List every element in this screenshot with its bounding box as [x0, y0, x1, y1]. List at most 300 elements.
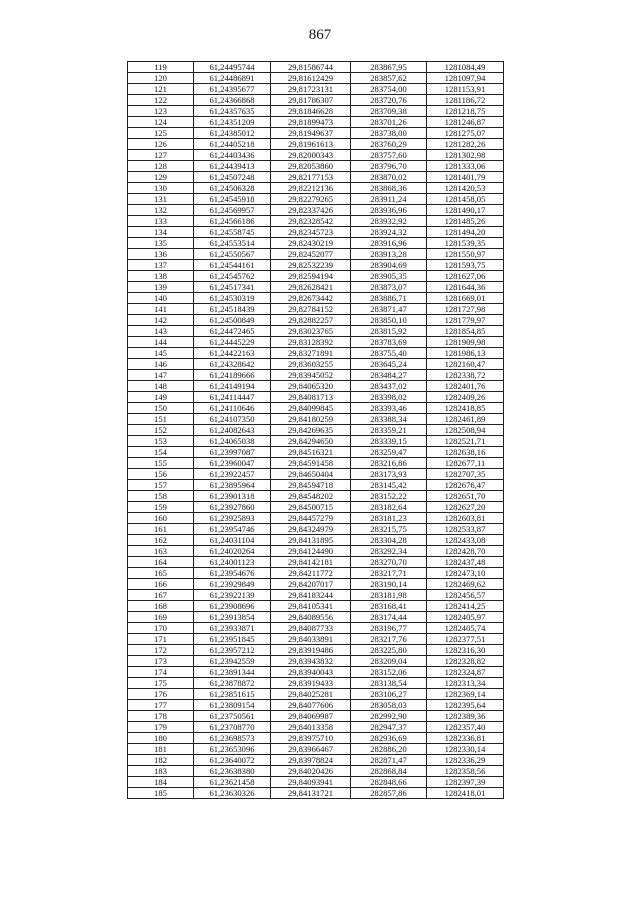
point-number-cell: 150	[128, 403, 194, 414]
y-coordinate-cell: 1281485,26	[427, 216, 504, 227]
y-coordinate-cell: 1282418,01	[427, 788, 504, 799]
point-number-cell: 177	[128, 700, 194, 711]
x-coordinate-cell: 283152,06	[351, 667, 427, 678]
y-coordinate-cell: 1281420,53	[427, 183, 504, 194]
x-coordinate-cell: 283484,27	[351, 370, 427, 381]
y-coordinate-cell: 1282397,39	[427, 777, 504, 788]
x-coordinate-cell: 282947,37	[351, 722, 427, 733]
latitude-cell: 61,23851615	[194, 689, 271, 700]
table-row	[128, 524, 504, 535]
x-coordinate-cell: 283760,29	[351, 139, 427, 150]
table-row	[128, 491, 504, 502]
point-number-cell: 130	[128, 183, 194, 194]
table-row	[128, 128, 504, 139]
table-row	[128, 535, 504, 546]
x-coordinate-cell: 283388,34	[351, 414, 427, 425]
point-number-cell: 185	[128, 788, 194, 799]
table-row	[128, 194, 504, 205]
table-row	[128, 590, 504, 601]
y-coordinate-cell: 1282521,71	[427, 436, 504, 447]
y-coordinate-cell: 1281550,97	[427, 249, 504, 260]
longitude-cell: 29,84516321	[271, 447, 351, 458]
x-coordinate-cell: 283152,22	[351, 491, 427, 502]
latitude-cell: 61,24569957	[194, 205, 271, 216]
point-number-cell: 181	[128, 744, 194, 755]
x-coordinate-cell: 283209,04	[351, 656, 427, 667]
x-coordinate-cell: 283196,77	[351, 623, 427, 634]
table-row	[128, 744, 504, 755]
table-row	[128, 689, 504, 700]
point-number-cell: 120	[128, 73, 194, 84]
y-coordinate-cell: 1281644,36	[427, 282, 504, 293]
longitude-cell: 29,82177153	[271, 172, 351, 183]
longitude-cell: 29,83919433	[271, 678, 351, 689]
x-coordinate-cell: 283911,24	[351, 194, 427, 205]
y-coordinate-cell: 1282461,89	[427, 414, 504, 425]
point-number-cell: 172	[128, 645, 194, 656]
latitude-cell: 61,23954676	[194, 568, 271, 579]
y-coordinate-cell: 1282651,70	[427, 491, 504, 502]
longitude-cell: 29,84131895	[271, 535, 351, 546]
y-coordinate-cell: 1282405,97	[427, 612, 504, 623]
point-number-cell: 140	[128, 293, 194, 304]
x-coordinate-cell: 283181,23	[351, 513, 427, 524]
point-number-cell: 144	[128, 337, 194, 348]
y-coordinate-cell: 1281727,98	[427, 304, 504, 315]
x-coordinate-cell: 283886,71	[351, 293, 427, 304]
x-coordinate-cell: 283270,70	[351, 557, 427, 568]
y-coordinate-cell: 1282313,34	[427, 678, 504, 689]
latitude-cell: 61,23908696	[194, 601, 271, 612]
latitude-cell: 61,24366868	[194, 95, 271, 106]
x-coordinate-cell: 283709,38	[351, 106, 427, 117]
table-row	[128, 678, 504, 689]
table-row	[128, 722, 504, 733]
x-coordinate-cell: 282868,84	[351, 766, 427, 777]
longitude-cell: 29,84087733	[271, 623, 351, 634]
latitude-cell: 61,24517341	[194, 282, 271, 293]
table-row	[128, 403, 504, 414]
table-row	[128, 634, 504, 645]
x-coordinate-cell: 283190,14	[351, 579, 427, 590]
longitude-cell: 29,84093941	[271, 777, 351, 788]
latitude-cell: 61,23957212	[194, 645, 271, 656]
y-coordinate-cell: 1282677,11	[427, 458, 504, 469]
latitude-cell: 61,24351209	[194, 117, 271, 128]
table-row	[128, 788, 504, 799]
point-number-cell: 121	[128, 84, 194, 95]
longitude-cell: 29,84294650	[271, 436, 351, 447]
latitude-cell: 61,24422163	[194, 348, 271, 359]
latitude-cell: 61,23913854	[194, 612, 271, 623]
table-row	[128, 502, 504, 513]
table-row	[128, 392, 504, 403]
longitude-cell: 29,81961613	[271, 139, 351, 150]
x-coordinate-cell: 283701,26	[351, 117, 427, 128]
y-coordinate-cell: 1282414,25	[427, 601, 504, 612]
table-row	[128, 62, 504, 73]
latitude-cell: 61,23933871	[194, 623, 271, 634]
point-number-cell: 155	[128, 458, 194, 469]
point-number-cell: 119	[128, 62, 194, 73]
y-coordinate-cell: 1282638,16	[427, 447, 504, 458]
latitude-cell: 61,24405218	[194, 139, 271, 150]
longitude-cell: 29,82628421	[271, 282, 351, 293]
x-coordinate-cell: 283259,47	[351, 447, 427, 458]
x-coordinate-cell: 283904,69	[351, 260, 427, 271]
y-coordinate-cell: 1281153,91	[427, 84, 504, 95]
latitude-cell: 61,24357635	[194, 106, 271, 117]
longitude-cell: 29,82784152	[271, 304, 351, 315]
longitude-cell: 29,84065320	[271, 381, 351, 392]
x-coordinate-cell: 283217,76	[351, 634, 427, 645]
y-coordinate-cell: 1281669,01	[427, 293, 504, 304]
y-coordinate-cell: 1281218,75	[427, 106, 504, 117]
point-number-cell: 143	[128, 326, 194, 337]
latitude-cell: 61,24001123	[194, 557, 271, 568]
latitude-cell: 61,24553514	[194, 238, 271, 249]
longitude-cell: 29,84324979	[271, 524, 351, 535]
latitude-cell: 61,24486891	[194, 73, 271, 84]
longitude-cell: 29,81846628	[271, 106, 351, 117]
latitude-cell: 61,24545762	[194, 271, 271, 282]
point-number-cell: 125	[128, 128, 194, 139]
point-number-cell: 179	[128, 722, 194, 733]
longitude-cell: 29,84548202	[271, 491, 351, 502]
x-coordinate-cell: 283106,27	[351, 689, 427, 700]
longitude-cell: 29,84180259	[271, 414, 351, 425]
x-coordinate-cell: 283339,15	[351, 436, 427, 447]
x-coordinate-cell: 283181,98	[351, 590, 427, 601]
latitude-cell: 61,24107350	[194, 414, 271, 425]
longitude-cell: 29,82053860	[271, 161, 351, 172]
longitude-cell: 29,84033891	[271, 634, 351, 645]
y-coordinate-cell: 1281186,72	[427, 95, 504, 106]
x-coordinate-cell: 283871,47	[351, 304, 427, 315]
y-coordinate-cell: 1282603,81	[427, 513, 504, 524]
point-number-cell: 183	[128, 766, 194, 777]
longitude-cell: 29,84594718	[271, 480, 351, 491]
longitude-cell: 29,84500715	[271, 502, 351, 513]
point-number-cell: 124	[128, 117, 194, 128]
latitude-cell: 61,23630326	[194, 788, 271, 799]
point-number-cell: 133	[128, 216, 194, 227]
longitude-cell: 29,84081713	[271, 392, 351, 403]
longitude-cell: 29,84650404	[271, 469, 351, 480]
y-coordinate-cell: 1282456,57	[427, 590, 504, 601]
y-coordinate-cell: 1282358,56	[427, 766, 504, 777]
latitude-cell: 61,23929849	[194, 579, 271, 590]
table-row	[128, 117, 504, 128]
table-row	[128, 271, 504, 282]
x-coordinate-cell: 283292,34	[351, 546, 427, 557]
latitude-cell: 61,23891344	[194, 667, 271, 678]
y-coordinate-cell: 1282395,64	[427, 700, 504, 711]
y-coordinate-cell: 1282707,35	[427, 469, 504, 480]
table-row	[128, 623, 504, 634]
y-coordinate-cell: 1281275,07	[427, 128, 504, 139]
point-number-cell: 141	[128, 304, 194, 315]
latitude-cell: 61,23901318	[194, 491, 271, 502]
table-row	[128, 95, 504, 106]
latitude-cell: 61,23653096	[194, 744, 271, 755]
latitude-cell: 61,23878872	[194, 678, 271, 689]
x-coordinate-cell: 283754,00	[351, 84, 427, 95]
table-row	[128, 348, 504, 359]
x-coordinate-cell: 283058,03	[351, 700, 427, 711]
latitude-cell: 61,23698573	[194, 733, 271, 744]
latitude-cell: 61,24500849	[194, 315, 271, 326]
point-number-cell: 146	[128, 359, 194, 370]
table-row	[128, 315, 504, 326]
table-row	[128, 84, 504, 95]
y-coordinate-cell: 1281401,79	[427, 172, 504, 183]
longitude-cell: 29,81899473	[271, 117, 351, 128]
table-row	[128, 469, 504, 480]
point-number-cell: 159	[128, 502, 194, 513]
latitude-cell: 61,23895964	[194, 480, 271, 491]
latitude-cell: 61,24031104	[194, 535, 271, 546]
longitude-cell: 29,84025281	[271, 689, 351, 700]
point-number-cell: 136	[128, 249, 194, 260]
longitude-cell: 29,84211772	[271, 568, 351, 579]
point-number-cell: 161	[128, 524, 194, 535]
latitude-cell: 61,23960047	[194, 458, 271, 469]
y-coordinate-cell: 1282389,36	[427, 711, 504, 722]
table-row	[128, 238, 504, 249]
table-row	[128, 557, 504, 568]
y-coordinate-cell: 1281333,06	[427, 161, 504, 172]
point-number-cell: 148	[128, 381, 194, 392]
y-coordinate-cell: 1281458,05	[427, 194, 504, 205]
y-coordinate-cell: 1281302,98	[427, 150, 504, 161]
latitude-cell: 61,23925893	[194, 513, 271, 524]
x-coordinate-cell: 283867,95	[351, 62, 427, 73]
point-number-cell: 154	[128, 447, 194, 458]
latitude-cell: 61,24149194	[194, 381, 271, 392]
point-number-cell: 137	[128, 260, 194, 271]
x-coordinate-cell: 283757,60	[351, 150, 427, 161]
longitude-cell: 29,82532239	[271, 260, 351, 271]
table-row	[128, 260, 504, 271]
table-row	[128, 216, 504, 227]
latitude-cell: 61,23809154	[194, 700, 271, 711]
point-number-cell: 175	[128, 678, 194, 689]
table-row	[128, 227, 504, 238]
latitude-cell: 61,24110646	[194, 403, 271, 414]
table-row	[128, 612, 504, 623]
latitude-cell: 61,24385012	[194, 128, 271, 139]
longitude-cell: 29,82345723	[271, 227, 351, 238]
x-coordinate-cell: 283850,10	[351, 315, 427, 326]
x-coordinate-cell: 283215,75	[351, 524, 427, 535]
table-row	[128, 139, 504, 150]
table-row	[128, 711, 504, 722]
latitude-cell: 61,24495744	[194, 62, 271, 73]
y-coordinate-cell: 1282533,87	[427, 524, 504, 535]
page-number: 867	[308, 27, 332, 43]
x-coordinate-cell: 283857,62	[351, 73, 427, 84]
x-coordinate-cell: 282871,47	[351, 755, 427, 766]
point-number-cell: 164	[128, 557, 194, 568]
latitude-cell: 61,23954746	[194, 524, 271, 535]
x-coordinate-cell: 283905,35	[351, 271, 427, 282]
table-row	[128, 381, 504, 392]
table-row	[128, 73, 504, 84]
latitude-cell: 61,24395677	[194, 84, 271, 95]
y-coordinate-cell: 1282357,40	[427, 722, 504, 733]
longitude-cell: 29,82328542	[271, 216, 351, 227]
latitude-cell: 61,24530319	[194, 293, 271, 304]
x-coordinate-cell: 283738,00	[351, 128, 427, 139]
table-row	[128, 282, 504, 293]
longitude-cell: 29,83919486	[271, 645, 351, 656]
longitude-cell: 29,82212136	[271, 183, 351, 194]
latitude-cell: 61,24065038	[194, 436, 271, 447]
longitude-cell: 29,82337426	[271, 205, 351, 216]
table-row	[128, 667, 504, 678]
table-row	[128, 601, 504, 612]
x-coordinate-cell: 283437,02	[351, 381, 427, 392]
longitude-cell: 29,84089556	[271, 612, 351, 623]
longitude-cell: 29,84124490	[271, 546, 351, 557]
x-coordinate-cell: 283145,42	[351, 480, 427, 491]
latitude-cell: 61,24550567	[194, 249, 271, 260]
table-row	[128, 656, 504, 667]
latitude-cell: 61,24518439	[194, 304, 271, 315]
x-coordinate-cell: 283174,44	[351, 612, 427, 623]
longitude-cell: 29,83978824	[271, 755, 351, 766]
x-coordinate-cell: 283924,32	[351, 227, 427, 238]
longitude-cell: 29,84457279	[271, 513, 351, 524]
point-number-cell: 166	[128, 579, 194, 590]
point-number-cell: 176	[128, 689, 194, 700]
y-coordinate-cell: 1281627,06	[427, 271, 504, 282]
latitude-cell: 61,24082643	[194, 425, 271, 436]
latitude-cell: 61,24507248	[194, 172, 271, 183]
y-coordinate-cell: 1282473,10	[427, 568, 504, 579]
latitude-cell: 61,23708770	[194, 722, 271, 733]
x-coordinate-cell: 283225,80	[351, 645, 427, 656]
latitude-cell: 61,24558745	[194, 227, 271, 238]
y-coordinate-cell: 1281593,75	[427, 260, 504, 271]
latitude-cell: 61,24544161	[194, 260, 271, 271]
y-coordinate-cell: 1281539,35	[427, 238, 504, 249]
table-row	[128, 700, 504, 711]
x-coordinate-cell: 283173,93	[351, 469, 427, 480]
y-coordinate-cell: 1282338,72	[427, 370, 504, 381]
point-number-cell: 174	[128, 667, 194, 678]
y-coordinate-cell: 1282330,14	[427, 744, 504, 755]
point-number-cell: 157	[128, 480, 194, 491]
point-number-cell: 134	[128, 227, 194, 238]
table-row	[128, 161, 504, 172]
table-row	[128, 447, 504, 458]
longitude-cell: 29,83271891	[271, 348, 351, 359]
x-coordinate-cell: 282857,86	[351, 788, 427, 799]
y-coordinate-cell: 1281084,49	[427, 62, 504, 73]
y-coordinate-cell: 1282369,14	[427, 689, 504, 700]
y-coordinate-cell: 1281909,98	[427, 337, 504, 348]
latitude-cell: 61,23997087	[194, 447, 271, 458]
table-row	[128, 370, 504, 381]
x-coordinate-cell: 283217,71	[351, 568, 427, 579]
latitude-cell: 61,24445229	[194, 337, 271, 348]
longitude-cell: 29,84183244	[271, 590, 351, 601]
x-coordinate-cell: 283182,64	[351, 502, 427, 513]
table-row	[128, 436, 504, 447]
y-coordinate-cell: 1281490,17	[427, 205, 504, 216]
latitude-cell: 61,24439413	[194, 161, 271, 172]
longitude-cell: 29,84020426	[271, 766, 351, 777]
point-number-cell: 167	[128, 590, 194, 601]
latitude-cell: 61,24506328	[194, 183, 271, 194]
longitude-cell: 29,82000343	[271, 150, 351, 161]
latitude-cell: 61,23640072	[194, 755, 271, 766]
x-coordinate-cell: 282936,69	[351, 733, 427, 744]
table-row	[128, 733, 504, 744]
table-row	[128, 579, 504, 590]
table-row	[128, 645, 504, 656]
point-number-cell: 163	[128, 546, 194, 557]
latitude-cell: 61,23638380	[194, 766, 271, 777]
point-number-cell: 169	[128, 612, 194, 623]
longitude-cell: 29,81586744	[271, 62, 351, 73]
x-coordinate-cell: 282886,20	[351, 744, 427, 755]
point-number-cell: 129	[128, 172, 194, 183]
table-row	[128, 150, 504, 161]
latitude-cell: 61,23750561	[194, 711, 271, 722]
x-coordinate-cell: 283755,40	[351, 348, 427, 359]
y-coordinate-cell: 1282409,26	[427, 392, 504, 403]
x-coordinate-cell: 283393,46	[351, 403, 427, 414]
point-number-cell: 135	[128, 238, 194, 249]
longitude-cell: 29,84131721	[271, 788, 351, 799]
y-coordinate-cell: 1282469,62	[427, 579, 504, 590]
y-coordinate-cell: 1281779,97	[427, 315, 504, 326]
point-number-cell: 184	[128, 777, 194, 788]
longitude-cell: 29,82452077	[271, 249, 351, 260]
latitude-cell: 61,23621458	[194, 777, 271, 788]
longitude-cell: 29,83603255	[271, 359, 351, 370]
point-number-cell: 142	[128, 315, 194, 326]
longitude-cell: 29,83975710	[271, 733, 351, 744]
y-coordinate-cell: 1281986,13	[427, 348, 504, 359]
latitude-cell: 61,24403436	[194, 150, 271, 161]
point-number-cell: 160	[128, 513, 194, 524]
coordinates-table-body	[128, 62, 504, 799]
x-coordinate-cell: 283913,28	[351, 249, 427, 260]
latitude-cell: 61,24472465	[194, 326, 271, 337]
table-row	[128, 425, 504, 436]
point-number-cell: 152	[128, 425, 194, 436]
longitude-cell: 29,84269635	[271, 425, 351, 436]
longitude-cell: 29,84207017	[271, 579, 351, 590]
point-number-cell: 171	[128, 634, 194, 645]
point-number-cell: 132	[128, 205, 194, 216]
latitude-cell: 61,24566186	[194, 216, 271, 227]
y-coordinate-cell: 1282437,48	[427, 557, 504, 568]
latitude-cell: 61,24328642	[194, 359, 271, 370]
y-coordinate-cell: 1282405,74	[427, 623, 504, 634]
point-number-cell: 182	[128, 755, 194, 766]
table-row	[128, 359, 504, 370]
point-number-cell: 173	[128, 656, 194, 667]
x-coordinate-cell: 283398,02	[351, 392, 427, 403]
latitude-cell: 61,24545918	[194, 194, 271, 205]
y-coordinate-cell: 1282160,47	[427, 359, 504, 370]
latitude-cell: 61,23942559	[194, 656, 271, 667]
